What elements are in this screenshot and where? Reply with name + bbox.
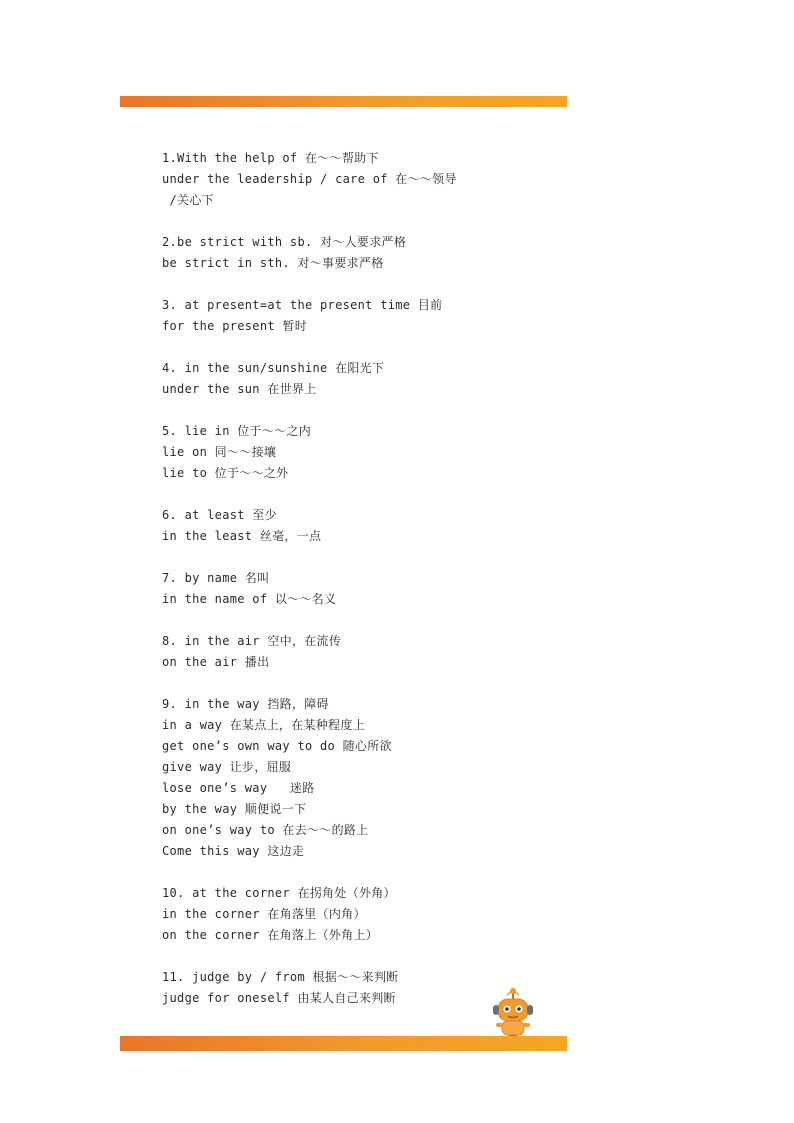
phrase-line: in a way 在某点上，在某种程度上 bbox=[162, 718, 366, 732]
phrase-line: 4. in the sun/sunshine 在阳光下 bbox=[162, 361, 385, 375]
phrase-entry bbox=[162, 505, 562, 547]
phrase-line: in the least 丝毫，一点 bbox=[162, 529, 322, 543]
bottom-orange-bar bbox=[120, 1036, 567, 1051]
phrase-line: give way 让步，屈服 bbox=[162, 760, 292, 774]
phrase-line: get one’s own way to do 随心所欲 bbox=[162, 739, 392, 753]
phrase-line: 7. by name 名叫 bbox=[162, 571, 270, 585]
phrase-line: for the present 暂时 bbox=[162, 319, 307, 333]
phrase-line: 2.be strict with sb. 对～人要求严格 bbox=[162, 235, 407, 249]
phrase-line: on one’s way to 在去～～的路上 bbox=[162, 823, 369, 837]
phrase-entry bbox=[162, 883, 562, 946]
phrase-line: Come this way 这边走 bbox=[162, 844, 305, 858]
phrase-line: 10. at the corner 在拐角处（外角） bbox=[162, 886, 396, 900]
robot-icon bbox=[488, 987, 538, 1043]
phrase-entry bbox=[162, 148, 562, 211]
phrase-list bbox=[162, 148, 562, 1030]
phrase-line: on the corner 在角落上（外角上） bbox=[162, 928, 379, 942]
phrase-line: in the corner 在角落里（内角） bbox=[162, 907, 366, 921]
phrase-line: by the way 顺便说一下 bbox=[162, 802, 307, 816]
phrase-entry bbox=[162, 568, 562, 610]
phrase-line: 6. at least 至少 bbox=[162, 508, 277, 522]
phrase-entry bbox=[162, 694, 562, 862]
phrase-line: under the sun 在世界上 bbox=[162, 382, 317, 396]
phrase-line: 1.With the help of 在～～帮助下 bbox=[162, 151, 379, 165]
phrase-line: 11. judge by / from 根据～～来判断 bbox=[162, 970, 399, 984]
phrase-line: on the air 播出 bbox=[162, 655, 270, 669]
phrase-line: lie on 同～～接壤 bbox=[162, 445, 277, 459]
phrase-line: 9. in the way 挡路，障碍 bbox=[162, 697, 329, 711]
phrase-line: in the name of 以～～名义 bbox=[162, 592, 337, 606]
phrase-entry bbox=[162, 232, 562, 274]
phrase-line: be strict in sth. 对～事要求严格 bbox=[162, 256, 384, 270]
phrase-line: lose one’s way 迷路 bbox=[162, 781, 315, 795]
phrase-line: lie to 位于～～之外 bbox=[162, 466, 289, 480]
top-orange-bar bbox=[120, 96, 567, 107]
phrase-line: 5. lie in 位于～～之内 bbox=[162, 424, 312, 438]
phrase-entry bbox=[162, 358, 562, 400]
phrase-line: 8. in the air 空中，在流传 bbox=[162, 634, 342, 648]
phrase-line: 3. at present=at the present time 目前 bbox=[162, 298, 443, 312]
phrase-line: under the leadership / care of 在～～领导 bbox=[162, 172, 457, 186]
phrase-line: judge for oneself 由某人自己来判断 bbox=[162, 991, 396, 1005]
phrase-entry bbox=[162, 631, 562, 673]
phrase-entry bbox=[162, 295, 562, 337]
phrase-entry bbox=[162, 421, 562, 484]
phrase-line: /关心下 bbox=[162, 193, 214, 207]
